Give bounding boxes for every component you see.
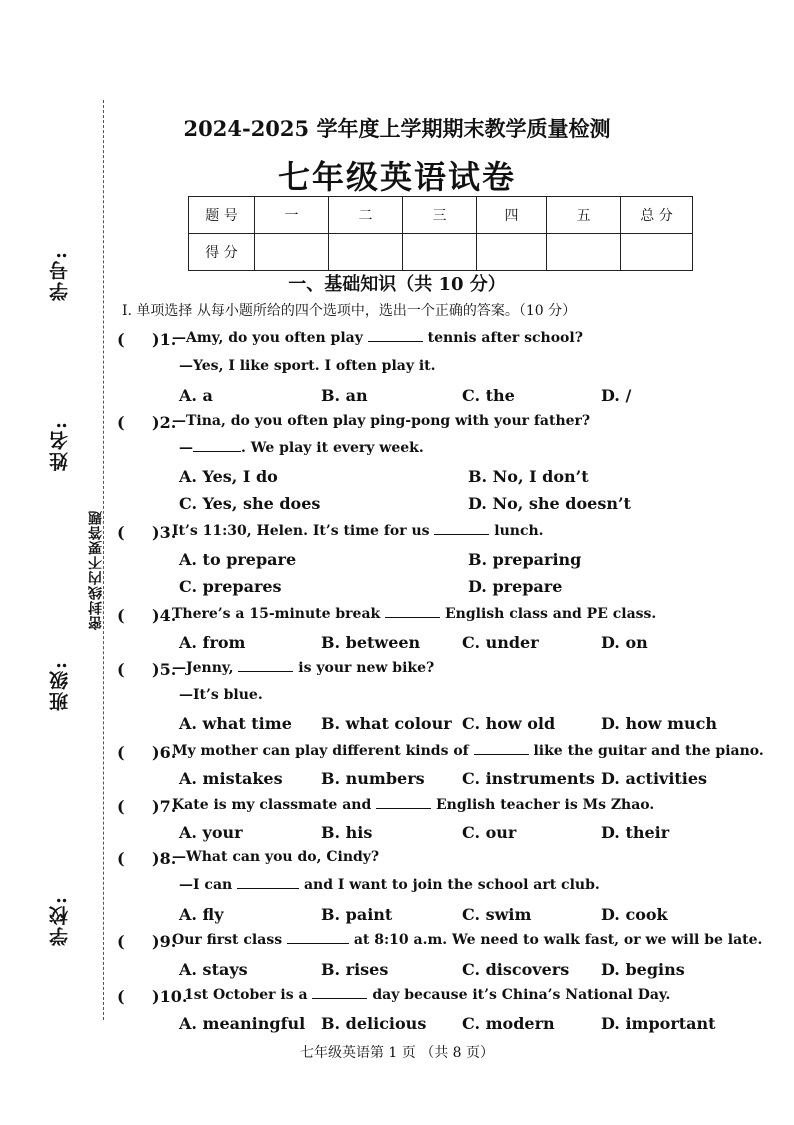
question-text-before-blank: —Jenny,	[172, 660, 239, 676]
question-text-after-blank: English class and PE class.	[440, 606, 657, 622]
option-a[interactable]: A. from	[179, 633, 246, 652]
question-text-after-blank: day because it’s China’s National Day.	[367, 987, 671, 1003]
question-line	[172, 743, 764, 759]
option-a[interactable]: A. your	[179, 823, 243, 842]
answer-slot[interactable]	[126, 413, 150, 431]
fill-in-blank[interactable]	[238, 660, 293, 672]
option-b[interactable]: B. delicious	[321, 1014, 427, 1033]
score-input-part2[interactable]	[329, 234, 403, 271]
question-number: )7.	[152, 797, 177, 816]
score-table-header-row	[189, 197, 693, 234]
fill-in-blank[interactable]	[193, 440, 241, 452]
option-c[interactable]: C. discovers	[462, 960, 570, 979]
question-line: —Yes, I like sport. I often play it.	[179, 358, 436, 374]
option-d[interactable]: D. prepare	[468, 577, 563, 596]
exam-subtitle: 七年级英语试卷	[277, 158, 516, 196]
option-b[interactable]: B. paint	[321, 905, 393, 924]
question-line	[172, 932, 762, 948]
option-c[interactable]: C. prepares	[179, 577, 282, 596]
page-footer: 七年级英语第 1 页 （共 8 页）	[299, 1045, 495, 1061]
score-cell-part1: 一	[255, 197, 329, 234]
answer-slot[interactable]	[126, 987, 150, 1005]
student-number-label: 学号:	[49, 250, 71, 302]
score-cell-part5: 五	[547, 197, 621, 234]
option-d[interactable]: D. /	[601, 386, 632, 405]
question-text-after-blank: at 8:10 a.m. We need to walk fast, or we will be late.	[348, 932, 763, 948]
question-text-after-blank: . We play it every week.	[241, 440, 424, 456]
answer-paren-open: (	[117, 523, 125, 542]
answer-slot[interactable]	[126, 523, 150, 541]
fill-in-blank[interactable]	[287, 932, 349, 944]
option-b[interactable]: B. an	[321, 386, 368, 405]
option-d[interactable]: D. activities	[601, 769, 708, 788]
question-number: )1.	[152, 330, 177, 349]
option-b[interactable]: B. his	[321, 823, 373, 842]
question-text-after-blank: English teacher is Ms Zhao.	[431, 797, 655, 813]
question-line	[179, 877, 600, 893]
question-number: )3.	[152, 523, 177, 542]
question-text-before-blank: Our first class	[172, 932, 287, 948]
question-line	[184, 987, 670, 1003]
answer-paren-open: (	[117, 987, 125, 1006]
question-text-after-blank: is your new bike?	[293, 660, 435, 676]
question-number: )5.	[152, 660, 177, 679]
option-b[interactable]: B. No, I don’t	[468, 467, 589, 486]
question-text-before-blank: There’s a 15-minute break	[172, 606, 386, 622]
option-b[interactable]: B. what colour	[321, 714, 452, 733]
answer-paren-open: (	[117, 660, 125, 679]
question-line: —It’s blue.	[179, 687, 263, 703]
answer-paren-open: (	[117, 330, 125, 349]
option-c[interactable]: C. the	[462, 386, 515, 405]
score-row-label: 得 分	[189, 234, 255, 271]
option-d[interactable]: D. on	[601, 633, 648, 652]
score-cell-part2: 二	[329, 197, 403, 234]
option-d[interactable]: D. how much	[601, 714, 718, 733]
question-text-before-blank: 1st October is a	[184, 987, 313, 1003]
answer-paren-open: (	[117, 413, 125, 432]
option-d[interactable]: D. their	[601, 823, 670, 842]
option-c[interactable]: C. our	[462, 823, 517, 842]
option-c[interactable]: C. swim	[462, 905, 532, 924]
option-b[interactable]: B. preparing	[468, 550, 582, 569]
class-label: 班级:	[49, 660, 71, 712]
question-line	[172, 523, 544, 539]
option-c[interactable]: C. Yes, she does	[179, 494, 321, 513]
answer-slot[interactable]	[126, 932, 150, 950]
option-a[interactable]: A. Yes, I do	[179, 467, 278, 486]
option-d[interactable]: D. begins	[601, 960, 685, 979]
option-a[interactable]: A. a	[179, 386, 213, 405]
question-number: )6.	[152, 743, 177, 762]
question-text-after-blank: tennis after school?	[422, 330, 583, 346]
score-input-part1[interactable]	[255, 234, 329, 271]
question-line: —What can you do, Cindy?	[172, 849, 380, 865]
answer-slot[interactable]	[126, 797, 150, 815]
fill-in-blank[interactable]	[434, 523, 489, 535]
fill-in-blank[interactable]	[385, 606, 440, 618]
option-c[interactable]: C. instruments	[462, 769, 595, 788]
question-line	[172, 660, 434, 676]
fill-in-blank[interactable]	[474, 743, 529, 755]
option-b[interactable]: B. numbers	[321, 769, 425, 788]
score-cell-label: 题 号	[189, 197, 255, 234]
answer-paren-open: (	[117, 932, 125, 951]
option-a[interactable]: A. to prepare	[179, 550, 297, 569]
question-text-before-blank: Kate is my classmate and	[172, 797, 377, 813]
question-text-before-blank: —I can	[179, 877, 238, 893]
option-a[interactable]: A. what time	[179, 714, 292, 733]
answer-slot[interactable]	[126, 743, 150, 761]
option-d[interactable]: D. cook	[601, 905, 668, 924]
option-d[interactable]: D. important	[601, 1014, 716, 1033]
option-c[interactable]: C. how old	[462, 714, 556, 733]
option-b[interactable]: B. rises	[321, 960, 389, 979]
question-text-after-blank: lunch.	[489, 523, 544, 539]
question-number: )2.	[152, 413, 177, 432]
question-line	[179, 440, 424, 456]
seal-note: 密封线内不要答题	[88, 510, 104, 630]
exam-title: 2024-2025 学年度上学期期末教学质量检测	[183, 116, 611, 141]
question-text-before-blank: —Amy, do you often play	[172, 330, 368, 346]
section-instruction: Ⅰ. 单项选择 从每小题所给的四个选项中，选出一个正确的答案。（10 分）	[122, 303, 577, 319]
answer-slot[interactable]	[126, 660, 150, 678]
school-label: 学校:	[49, 895, 71, 947]
option-a[interactable]: A. fly	[179, 905, 224, 924]
option-c[interactable]: C. modern	[462, 1014, 555, 1033]
question-text-before-blank: My mother can play different kinds of	[172, 743, 474, 759]
score-cell-part4: 四	[477, 197, 547, 234]
answer-paren-open: (	[117, 849, 125, 868]
score-input-part5[interactable]	[547, 234, 621, 271]
question-line	[172, 606, 656, 622]
answer-paren-open: (	[117, 606, 125, 625]
answer-slot[interactable]	[126, 330, 150, 348]
name-label: 姓名:	[49, 420, 71, 472]
score-input-part4[interactable]	[477, 234, 547, 271]
option-a[interactable]: A. stays	[179, 960, 248, 979]
question-text-after-blank: and I want to join the school art club.	[299, 877, 600, 893]
score-cell-total: 总 分	[621, 197, 693, 234]
section-title: 一、基础知识（共 10 分）	[288, 274, 506, 295]
score-table-score-row	[189, 234, 693, 271]
question-number: )9.	[152, 932, 177, 951]
question-text-before-blank: —	[179, 440, 193, 456]
question-text-after-blank: like the guitar and the piano.	[528, 743, 764, 759]
question-number: )8.	[152, 849, 177, 868]
question-line	[172, 797, 654, 813]
score-table	[188, 196, 693, 271]
fill-in-blank[interactable]	[376, 797, 431, 809]
score-input-part3[interactable]	[403, 234, 477, 271]
fill-in-blank[interactable]	[237, 877, 299, 889]
question-text-before-blank: It’s 11:30, Helen. It’s time for us	[172, 523, 435, 539]
score-input-total[interactable]	[621, 234, 693, 271]
fill-in-blank[interactable]	[312, 987, 367, 999]
score-cell-part3: 三	[403, 197, 477, 234]
fill-in-blank[interactable]	[368, 330, 423, 342]
answer-paren-open: (	[117, 797, 125, 816]
question-line: —Tina, do you often play ping-pong with your father?	[172, 413, 591, 429]
question-line	[172, 330, 583, 346]
option-a[interactable]: A. meaningful	[179, 1014, 306, 1033]
option-a[interactable]: A. mistakes	[179, 769, 283, 788]
option-b[interactable]: B. between	[321, 633, 421, 652]
answer-paren-open: (	[117, 743, 125, 762]
answer-slot[interactable]	[126, 849, 150, 867]
answer-slot[interactable]	[126, 606, 150, 624]
question-number: )4.	[152, 606, 177, 625]
option-d[interactable]: D. No, she doesn’t	[468, 494, 631, 513]
question-number: )10.	[152, 987, 188, 1006]
option-c[interactable]: C. under	[462, 633, 539, 652]
